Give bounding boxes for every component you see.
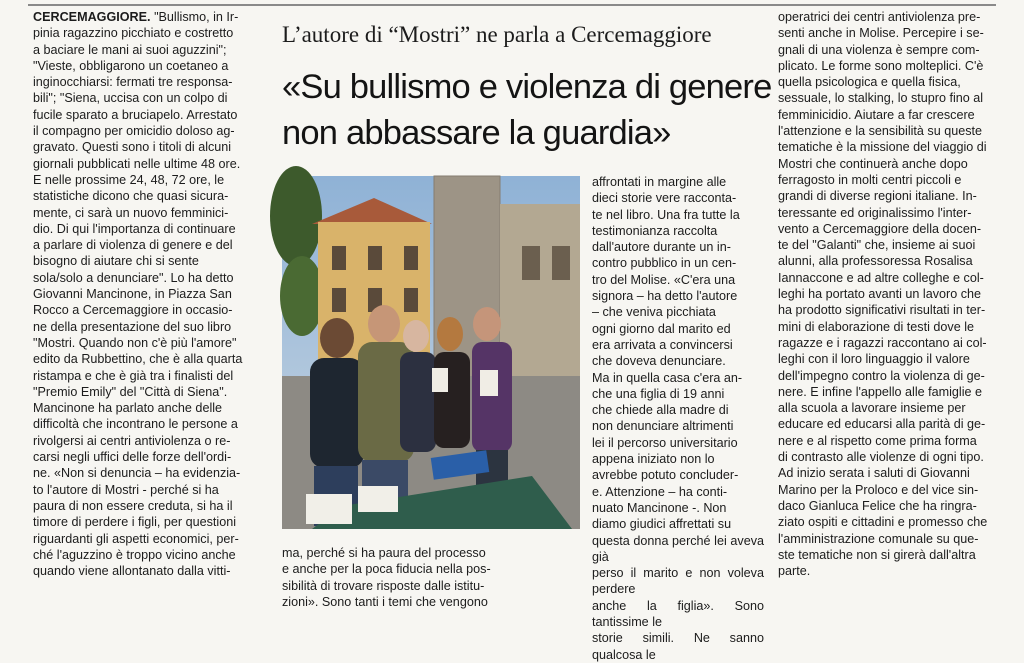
- column-2-text: ma, perché si ha paura del processo e anche per la poca fiducia nella pos- sibilità di trovare risposte dalle istitu- zioni». Sono tanti i temi che vengono: [282, 546, 491, 609]
- article-column-1: [33, 9, 271, 621]
- column-1-text: "Bullismo, in Ir- pinia ragazzino picchiato e costretto a baciare le mani ai suoi aguzzini"; "Vieste, obbligarono un coetaneo a inginocchiarsi: fermati tre responsa- bili"; "Siena, uccisa con un colpo di fucile sparato a bruciapelo. Arrestato il compagno per omicidio doloso ag- gravato. Questi sono i titoli di alcuni giornali pubblicati nelle ultime 48 ore. E nelle prossime 24, 48, 72 ore, le statistiche dicono che quasi sicura- mente, ci sarà un nuovo femminici- dio. Di qui l'importanza di continuare a parlare di violenza di genere e del bisogno di aiutare chi si sente sola/solo a denunciare". Lo ha detto Giovanni Mancinone, in Piazza San Rocco a Cercemaggiore in occasio- ne della presentazione del suo libro "Mostri. Quando non c'è più l'amore" edito da Rubbettino, che è alla quarta ristampa e che è già tra i finalisti del "Premio Emily" del "Città di Siena". Mancinone ha parlato anche delle difficoltà che incontrano le persone a rivolgersi ai centri antiviolenza o re- carsi negli uffici delle forze dell'ordi- ne. «Non si denuncia – ha evidenzia- to l'autore di Mostri - perché si ha paura di non essere creduta, si ha il timore di perdere i figli, per questioni riguardanti gli aspetti economici, per- ché l'aguzzino è troppo vicino anche quando viene allontanato dalla vitti-: [33, 10, 243, 579]
- column-3-text: affrontati in margine alle dieci storie vere racconta- te nel libro. Una fra tutte la testimonianza raccolta dall'autore durante un in- contro pubblico in un cen- tro del Molise. «C'era una signora – ha detto l'autore – che veniva picchiata ogni giorno dal marito ed era arrivata a convincersi che doveva denunciare. Ma in quella casa c'era an- che una figlia di 19 anni che chiede alla madre di non denunciare altrimenti lei il percorso universitario appena iniziato non lo avrebbe potuto concluder- e. Attenzione – ha conti- nuato Mancinone -. Non diamo giudici affrettati su questa donna perché lei aveva già perso il marito e non voleva perdere anche la figlia». Sono tantissime le storie simili. Ne sanno qualcosa le: [592, 175, 764, 662]
- tree: [270, 166, 322, 266]
- column-4-text: operatrici dei centri antiviolenza pre- senti anche in Molise. Percepire i se- gnali di una violenza è sempre com- plicato. Le forme sono molteplici. C'è quella psicologica e quella fisica, sessuale, lo stalking, lo stupro fino al femminicidio. Aiutare a far crescere l'attenzione e la sensibilità su queste tematiche è la missione del viaggio di Mostri che continuerà anche dopo ferragosto in molti centri piccoli e grandi di diverse regioni italiane. In- teressante ed originalissimo l'inter- vento a Cercemaggiore della docen- te del "Galanti" che, insieme ai suoi alunni, alla professoressa Rosalisa Iannaccone e ad altre colleghe e col- leghi ha portato avanti un lavoro che ha prodotto significativi risultati in ter- mini di elaborazione di testi dove le ragazze e i ragazzi raccontano ai col- leghi con il loro linguaggio il valore dell'impegno contro la violenza di ge- nere. E infine l'appello alle famiglie e alla scuola a lavorare insieme per educare ed educarsi alla parità di ge- nere e al rispetto come prima forma di contrasto alle violenze di ogni tipo. Ad inizio serata i saluti di Giovanni Marino per la Proloco e del vice sin- daco Gianluca Felice che ha ringra- ziato ospiti e cittadini e promesso che l'amministrazione comunale su que- ste tematiche non si girerà dall'altra parte.: [778, 10, 988, 579]
- headline: [282, 64, 772, 156]
- headline-line-2: non abbassare la guardia»: [282, 114, 671, 152]
- photo-illustration: [282, 176, 580, 529]
- headline-line-1: «Su bullismo e violenza di genere: [282, 68, 772, 106]
- dateline: CERCEMAGGIORE.: [33, 10, 151, 24]
- top-rule: [28, 4, 996, 6]
- book: [358, 486, 398, 512]
- kicker: L’autore di “Mostri” ne parla a Cercemaggiore: [282, 22, 712, 47]
- tree: [280, 256, 324, 336]
- book: [306, 494, 352, 524]
- article-photo: [282, 176, 580, 529]
